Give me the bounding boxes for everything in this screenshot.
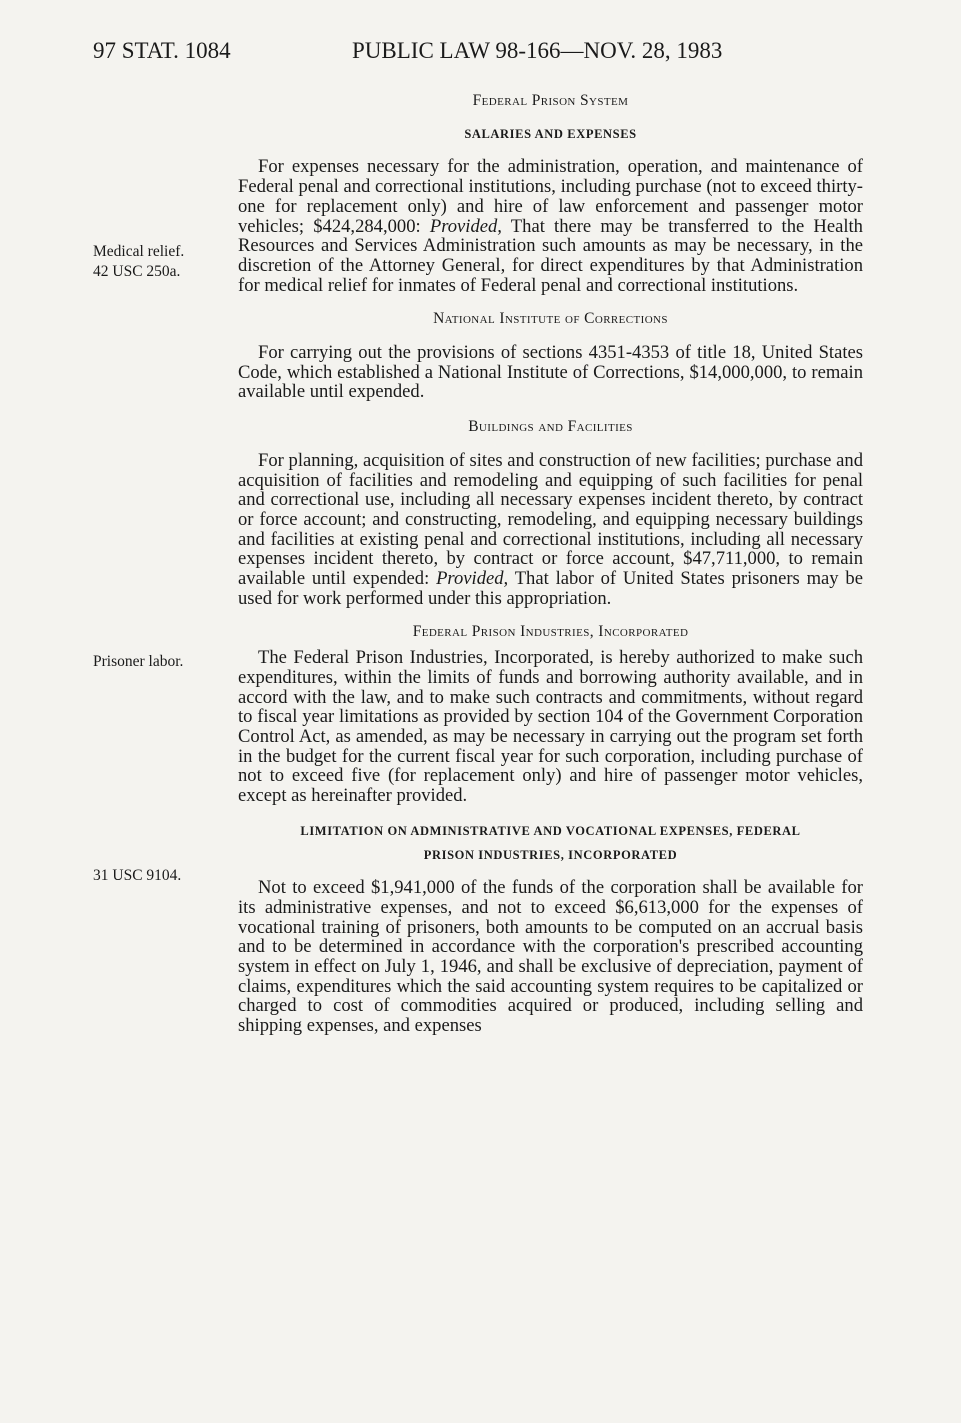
section-heading-national-institute: National Institute of Corrections xyxy=(433,310,668,328)
paragraph-industries: The Federal Prison Industries, Incorporated, is hereby authorized to make such expenditures, within the limits of funds and borrowing authority available, and in accord with the law, and to make such contracts and commitments, without regard to fiscal year limitations as provided by section 104 of the Government Corporation Control Act, as amended, as may be necessary in carrying out the program set forth in the budget for the current fiscal year for such corporation, including purchase of not to exceed five (for replacement only) and hire of passenger motor vehicles, except as hereinafter provided. xyxy=(238,647,863,807)
paragraph-national-institute: For carrying out the provisions of sections 4351-4353 of title 18, United States Code, which established a National Institute of Corrections, $14,000,000, to remain available until expended. xyxy=(238,342,863,403)
paragraph-buildings xyxy=(238,451,863,609)
running-header xyxy=(0,38,961,66)
section-heading-limitation-line2: PRISON INDUSTRIES, INCORPORATED xyxy=(423,847,678,862)
section-heading-limitation xyxy=(238,822,863,865)
margin-note-medical-usc: 42 USC 250a. xyxy=(93,262,181,280)
section-heading-buildings: Buildings and Facilities xyxy=(468,418,633,436)
section-heading-limitation-line1: LIMITATION ON ADMINISTRATIVE AND VOCATIONAL EXPENSES, FEDERAL xyxy=(300,823,801,838)
paragraph-salaries xyxy=(238,157,863,295)
section-subheading-salaries: SALARIES AND EXPENSES xyxy=(464,126,637,141)
paragraph-salaries-proviso: Provided, xyxy=(429,215,502,237)
paragraph-buildings-proviso: Provided, xyxy=(436,568,509,590)
paragraph-buildings-text-b: That labor of United States prisoners may be used for work performed under this appropriation. xyxy=(238,568,863,609)
margin-note-prisoner-labor: Prisoner labor. xyxy=(93,653,184,670)
paragraph-buildings-text-a: For planning, acquisition of sites and construction of new facilities; purchase and acquisition of facilities and remodeling and equipping of such facilities for penal and correctional use, including all necessary expenses incident thereto, by contract or force account; and constructing, remodeling, and equipping necessary buildings and facilities at existing penal and correctional institutions, including all necessary expenses incident thereto, by contract or force account, $47,711,000, to remain available until expended: xyxy=(238,449,863,590)
document-body xyxy=(238,88,863,1036)
paragraph-salaries-text-a: For expenses necessary for the administration, operation, and maintenance of Federal penal and correctional institutions, including purchase (not to exceed thirty-one for replacement only) and hire of law enforcement and passenger motor vehicles; $424,284,000: xyxy=(238,156,863,237)
margin-note-medical-relief-label: Medical relief. xyxy=(93,243,185,260)
section-heading-industries: Federal Prison Industries, Incorporated xyxy=(412,623,689,641)
paragraph-salaries-text-b: That there may be transferred to the Health Resources and Services Administration such amounts as may be necessary, in the discretion of the Attorney General, for direct expenditures by that Administration for medical relief for inmates of Federal penal and correctional institutions. xyxy=(238,215,863,296)
section-heading-federal-prison-system: Federal Prison System xyxy=(472,92,629,109)
law-citation: PUBLIC LAW 98-166—NOV. 28, 1983 xyxy=(352,38,723,63)
stat-citation: 97 STAT. 1084 xyxy=(93,38,231,63)
margin-note-usc-9104: 31 USC 9104. xyxy=(93,867,182,884)
paragraph-limitation: Not to exceed $1,941,000 of the funds of the corporation shall be available for its administrative expenses, and not to exceed $6,613,000 for the expenses of vocational training of prisoners, both amounts to be computed on an accrual basis and to be determined in accordance with the corporation's prescribed accounting system in effect on July 1, 1946, and shall be exclusive of depreciation, payment of claims, expenditures which the said accounting system requires to be capitalized or charged to cost of commodities acquired or produced, including selling and shipping expenses, and expenses xyxy=(238,877,863,1037)
margin-note-medical-relief xyxy=(93,242,184,281)
